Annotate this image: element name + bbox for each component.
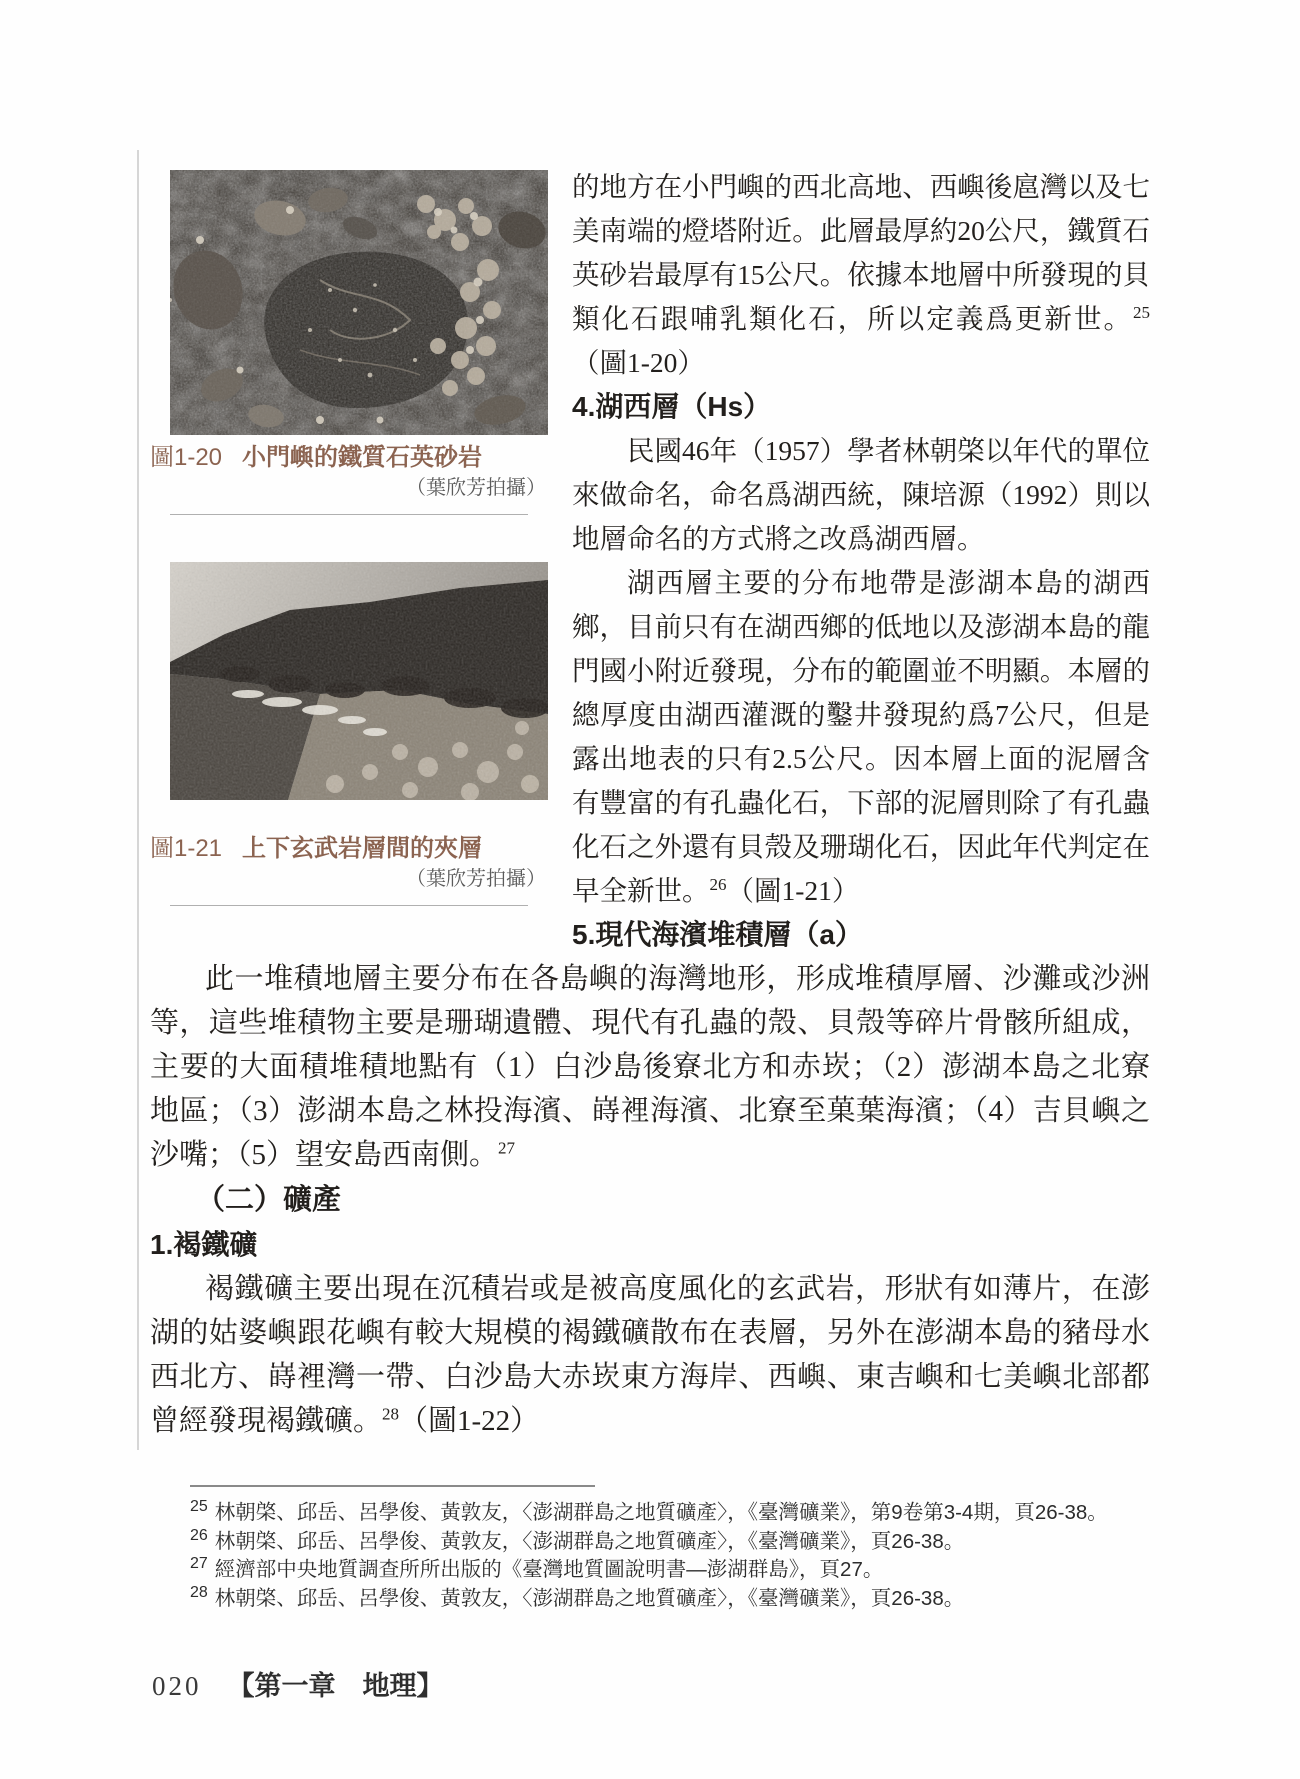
figure-1-21-label: 圖1-21 xyxy=(150,835,223,862)
figure-1-20-photo xyxy=(170,170,548,435)
body-text-column xyxy=(572,148,1150,957)
footnote-27-text: 經濟部中央地質調查所所出版的《臺灣地質圖說明書—澎湖群島》，頁27。 xyxy=(214,1558,884,1581)
figure-1-20-title: 小門嶼的鐵質石英砂岩 xyxy=(242,444,483,471)
footnote-ref-27: 27 xyxy=(498,1138,516,1158)
figure-1-20 xyxy=(150,170,548,515)
footnote-ref-26: 26 xyxy=(709,874,727,894)
figure-1-21-divider xyxy=(170,905,528,906)
section-heading-modern-beach-deposit: 5.現代海濱堆積層（a） xyxy=(572,919,863,950)
page-content xyxy=(150,148,1150,1613)
paragraph-beach-deposit: 此一堆積地層主要分布在各島嶼的海灣地形，形成堆積厚層、沙灘或沙洲等，這些堆積物主要是珊瑚遺體、現代有孔蟲的殼、貝殼等碎片骨骸所組成，主要的大面積堆積地點有（1）白沙島後寮北方和赤崁；（2）澎湖本島之北寮地區；（3）澎湖本島之林投海濱、嵵裡海濱、北寮至菓葉海濱；（4）吉貝嶼之沙嘴；（5）望安島西南側。$^{27}$ xyxy=(150,963,1150,1171)
footnote-27-number: 27 xyxy=(190,1555,208,1573)
footnote-26-text: 林朝棨、邱岳、呂學俊、黃敦友，〈澎湖群島之地質礦產〉，《臺灣礦業》，頁26-38。 xyxy=(214,1529,965,1553)
figure-1-21-caption xyxy=(150,834,548,864)
section-heading-minerals: （二）礦產 xyxy=(196,1184,342,1216)
page-edge-line xyxy=(137,150,139,1450)
footnote-ref-25: 25 xyxy=(1133,302,1150,322)
footnote-26-number: 26 xyxy=(190,1526,208,1544)
footnote-26 xyxy=(190,1528,1150,1557)
paragraph-limonite: 褐鐵礦主要出現在沉積岩或是被高度風化的玄武岩，形狀有如薄片，在澎湖的姑婆嶼跟花嶼有較大規模的褐鐵礦散布在表層，另外在澎湖本島的豬母水西北方、嵵裡灣一帶、白沙島大赤崁東方海岸、西嶼、東吉嶼和七美嶼北部都曾經發現褐鐵礦。$^{28}$（圖1-22） xyxy=(150,1273,1150,1437)
figure-1-20-caption xyxy=(150,443,548,473)
figure-1-21-title: 上下玄武岩層間的夾層 xyxy=(242,835,483,862)
footnotes-divider xyxy=(190,1485,595,1487)
chapter-title: 【第一章 地理】 xyxy=(227,1671,444,1701)
footnote-27 xyxy=(190,1556,1150,1585)
footnote-25-text: 林朝棨、邱岳、呂學俊、黃敦友，〈澎湖群島之地質礦產〉，《臺灣礦業》，第9卷第3-4期，頁26-38。 xyxy=(214,1501,1108,1524)
paragraph-stratum-continuation: 的地方在小門嶼的西北高地、西嶼後扈灣以及七美南端的燈塔附近。此層最厚約20公尺，鐵質石英砂岩最厚有15公尺。依據本地層中所發現的貝類化石跟哺乳類化石，所以定義爲更新世。$^{25}$（圖1-20） xyxy=(572,171,1150,378)
footnote-ref-28: 28 xyxy=(382,1404,400,1424)
footnotes-section xyxy=(150,1485,1150,1613)
footnote-28-number: 28 xyxy=(190,1583,208,1601)
paragraph-huxi-naming: 民國46年（1957）學者林朝棨以年代的單位來做命名，命名爲湖西統，陳培源（1992）則以地層命名的方式將之改爲湖西層。 xyxy=(572,435,1150,554)
figure-1-21 xyxy=(150,562,548,906)
section-heading-huxi-layer: 4.湖西層（Hs） xyxy=(572,391,772,422)
figure-1-21-credit: （葉欣芳拍攝） xyxy=(406,868,546,890)
section-heading-limonite: 1.褐鐵礦 xyxy=(150,1229,258,1260)
paragraph-huxi-distribution: 湖西層主要的分布地帶是澎湖本島的湖西鄉，目前只有在湖西鄉的低地以及澎湖本島的龍門國小附近發現，分布的範圍並不明顯。本層的總厚度由湖西灌溉的鑿井發現約爲7公尺，但是露出地表的只有2.5公尺。因本層上面的泥層含有豐富的有孔蟲化石，下部的泥層則除了有孔蟲化石之外還有貝殼及珊瑚化石，因此年代判定在早全新世。$^{26}$（圖1-21） xyxy=(572,567,1150,906)
footnote-25 xyxy=(190,1499,1150,1528)
two-column-section xyxy=(150,148,1150,957)
footnote-28 xyxy=(190,1585,1150,1614)
footnote-28-text: 林朝棨、邱岳、呂學俊、黃敦友，〈澎湖群島之地質礦產〉，《臺灣礦業》，頁26-38。 xyxy=(214,1586,965,1610)
full-width-text xyxy=(150,957,1150,1443)
figure-1-20-credit: （葉欣芳拍攝） xyxy=(406,477,546,499)
figure-1-20-label: 圖1-20 xyxy=(150,444,223,471)
footnote-25-number: 25 xyxy=(190,1498,208,1516)
figure-1-21-photo xyxy=(170,562,548,800)
figure-column xyxy=(150,148,548,957)
page-footer xyxy=(152,1664,444,1703)
page-number: 020 xyxy=(152,1671,202,1701)
figure-1-20-divider xyxy=(170,514,528,515)
